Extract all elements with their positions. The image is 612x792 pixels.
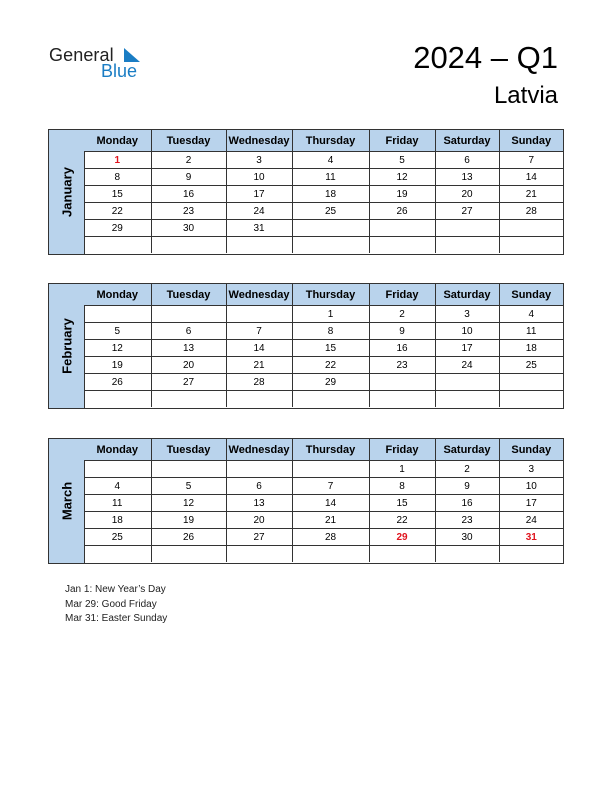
day-cell: 29 <box>292 374 369 391</box>
day-cell: 8 <box>84 169 151 186</box>
day-cell: 25 <box>84 529 151 546</box>
day-cell: 22 <box>369 512 435 529</box>
day-cell: 18 <box>292 186 369 203</box>
day-cell: 26 <box>369 203 435 220</box>
day-cell: 31 <box>499 529 563 546</box>
week-row <box>84 340 563 357</box>
day-cell: 7 <box>499 152 563 169</box>
weekday-header: Sunday <box>499 439 563 461</box>
weekday-header: Friday <box>369 130 435 152</box>
weekday-header: Tuesday <box>151 439 226 461</box>
day-cell: 8 <box>369 478 435 495</box>
weekday-header: Monday <box>84 439 151 461</box>
day-cell: 24 <box>435 357 499 374</box>
holiday-note: Jan 1: New Year’s Day <box>65 584 166 595</box>
month-calendar-march <box>48 438 564 564</box>
day-cell: 2 <box>151 152 226 169</box>
day-cell: 9 <box>435 478 499 495</box>
month-label <box>49 284 85 408</box>
day-cell: 9 <box>151 169 226 186</box>
day-cell: 5 <box>151 478 226 495</box>
day-cell: 11 <box>292 169 369 186</box>
day-cell: 13 <box>151 340 226 357</box>
day-cell: 23 <box>369 357 435 374</box>
day-cell: 6 <box>435 152 499 169</box>
day-cell: 18 <box>84 512 151 529</box>
weekday-header: Thursday <box>292 439 369 461</box>
day-cell: 15 <box>369 495 435 512</box>
day-cell: 28 <box>292 529 369 546</box>
weekday-header: Thursday <box>292 284 369 306</box>
weekday-header: Thursday <box>292 130 369 152</box>
holiday-note: Mar 31: Easter Sunday <box>65 613 168 624</box>
empty-day-cell <box>151 237 226 254</box>
weekday-header-row <box>84 284 563 306</box>
generalblue-logo <box>49 44 149 84</box>
day-cell: 12 <box>369 169 435 186</box>
day-cell: 3 <box>499 461 563 478</box>
empty-day-cell <box>435 546 499 563</box>
empty-day-cell <box>226 461 292 478</box>
day-cell: 6 <box>151 323 226 340</box>
empty-day-cell <box>499 237 563 254</box>
day-cell: 16 <box>435 495 499 512</box>
day-cell: 25 <box>292 203 369 220</box>
empty-day-cell <box>226 237 292 254</box>
weekday-header: Wednesday <box>226 284 292 306</box>
holiday-notes <box>65 583 167 627</box>
day-cell: 18 <box>499 340 563 357</box>
weekday-header: Sunday <box>499 284 563 306</box>
week-row <box>84 461 563 478</box>
week-row <box>84 237 563 254</box>
empty-day-cell <box>435 391 499 408</box>
day-cell: 24 <box>226 203 292 220</box>
empty-day-cell <box>369 237 435 254</box>
week-row <box>84 391 563 408</box>
day-cell: 7 <box>292 478 369 495</box>
day-cell: 28 <box>499 203 563 220</box>
empty-day-cell <box>151 461 226 478</box>
day-cell: 16 <box>151 186 226 203</box>
weekday-header: Saturday <box>435 439 499 461</box>
empty-day-cell <box>499 220 563 237</box>
week-row <box>84 529 563 546</box>
empty-day-cell <box>292 237 369 254</box>
empty-day-cell <box>435 374 499 391</box>
day-cell: 20 <box>226 512 292 529</box>
month-label <box>49 130 85 254</box>
day-cell: 29 <box>84 220 151 237</box>
empty-day-cell <box>369 220 435 237</box>
month-grid <box>84 284 563 407</box>
day-cell: 17 <box>499 495 563 512</box>
empty-day-cell <box>369 391 435 408</box>
day-cell: 12 <box>84 340 151 357</box>
weekday-header: Tuesday <box>151 130 226 152</box>
day-cell: 1 <box>84 152 151 169</box>
weekday-header: Saturday <box>435 130 499 152</box>
empty-day-cell <box>499 374 563 391</box>
empty-day-cell <box>84 461 151 478</box>
day-cell: 8 <box>292 323 369 340</box>
weekday-header: Saturday <box>435 284 499 306</box>
month-calendar-february <box>48 283 564 409</box>
day-cell: 27 <box>151 374 226 391</box>
empty-day-cell <box>499 546 563 563</box>
day-cell: 4 <box>292 152 369 169</box>
empty-day-cell <box>84 306 151 323</box>
empty-day-cell <box>151 546 226 563</box>
empty-day-cell <box>369 546 435 563</box>
empty-day-cell <box>292 220 369 237</box>
empty-day-cell <box>151 306 226 323</box>
empty-day-cell <box>84 391 151 408</box>
empty-day-cell <box>84 546 151 563</box>
day-cell: 15 <box>292 340 369 357</box>
empty-day-cell <box>226 306 292 323</box>
day-cell: 14 <box>226 340 292 357</box>
week-row <box>84 220 563 237</box>
weekday-header: Monday <box>84 284 151 306</box>
empty-day-cell <box>292 461 369 478</box>
week-row <box>84 186 563 203</box>
month-name: March <box>59 481 74 521</box>
week-row <box>84 495 563 512</box>
day-cell: 13 <box>226 495 292 512</box>
weekday-header: Wednesday <box>226 439 292 461</box>
day-cell: 16 <box>369 340 435 357</box>
day-cell: 9 <box>369 323 435 340</box>
day-cell: 24 <box>499 512 563 529</box>
day-cell: 23 <box>151 203 226 220</box>
weekday-header: Friday <box>369 439 435 461</box>
empty-day-cell <box>435 220 499 237</box>
day-cell: 1 <box>292 306 369 323</box>
day-cell: 5 <box>84 323 151 340</box>
day-cell: 6 <box>226 478 292 495</box>
empty-day-cell <box>151 391 226 408</box>
day-cell: 20 <box>435 186 499 203</box>
day-cell: 4 <box>499 306 563 323</box>
week-row <box>84 478 563 495</box>
day-cell: 21 <box>292 512 369 529</box>
day-cell: 2 <box>369 306 435 323</box>
weekday-header: Wednesday <box>226 130 292 152</box>
day-cell: 14 <box>292 495 369 512</box>
logo-text-blue: Blue <box>101 61 138 81</box>
day-cell: 25 <box>499 357 563 374</box>
weekday-header: Friday <box>369 284 435 306</box>
day-cell: 31 <box>226 220 292 237</box>
day-cell: 2 <box>435 461 499 478</box>
weekday-header: Sunday <box>499 130 563 152</box>
week-row <box>84 374 563 391</box>
week-row <box>84 306 563 323</box>
day-cell: 29 <box>369 529 435 546</box>
day-cell: 7 <box>226 323 292 340</box>
day-cell: 22 <box>292 357 369 374</box>
day-cell: 30 <box>151 220 226 237</box>
day-cell: 17 <box>435 340 499 357</box>
weekday-header: Tuesday <box>151 284 226 306</box>
day-cell: 13 <box>435 169 499 186</box>
week-row <box>84 546 563 563</box>
day-cell: 19 <box>369 186 435 203</box>
empty-day-cell <box>292 546 369 563</box>
day-cell: 10 <box>435 323 499 340</box>
day-cell: 10 <box>226 169 292 186</box>
empty-day-cell <box>499 391 563 408</box>
day-cell: 4 <box>84 478 151 495</box>
day-cell: 11 <box>499 323 563 340</box>
empty-day-cell <box>226 546 292 563</box>
empty-day-cell <box>226 391 292 408</box>
day-cell: 28 <box>226 374 292 391</box>
week-row <box>84 357 563 374</box>
day-cell: 11 <box>84 495 151 512</box>
week-row <box>84 152 563 169</box>
holiday-note: Mar 29: Good Friday <box>65 598 157 610</box>
day-cell: 23 <box>435 512 499 529</box>
month-label <box>49 439 85 563</box>
month-name: January <box>59 167 74 217</box>
weekday-header-row <box>84 130 563 152</box>
logo-triangle-icon <box>124 48 140 62</box>
day-cell: 15 <box>84 186 151 203</box>
day-cell: 27 <box>435 203 499 220</box>
weekday-header-row <box>84 439 563 461</box>
week-row <box>84 323 563 340</box>
day-cell: 21 <box>499 186 563 203</box>
month-grid <box>84 439 563 562</box>
day-cell: 1 <box>369 461 435 478</box>
country-name: Latvia <box>493 82 558 109</box>
day-cell: 30 <box>435 529 499 546</box>
empty-day-cell <box>292 391 369 408</box>
week-row <box>84 203 563 220</box>
day-cell: 26 <box>151 529 226 546</box>
day-cell: 21 <box>226 357 292 374</box>
empty-day-cell <box>435 237 499 254</box>
day-cell: 3 <box>435 306 499 323</box>
day-cell: 10 <box>499 478 563 495</box>
day-cell: 22 <box>84 203 151 220</box>
day-cell: 19 <box>151 512 226 529</box>
weekday-header: Monday <box>84 130 151 152</box>
day-cell: 12 <box>151 495 226 512</box>
empty-day-cell <box>84 237 151 254</box>
logo-text-general: General <box>49 45 114 65</box>
week-row <box>84 512 563 529</box>
empty-day-cell <box>369 374 435 391</box>
month-calendar-january <box>48 129 564 255</box>
month-grid <box>84 130 563 253</box>
day-cell: 26 <box>84 374 151 391</box>
page-title: 2024 – Q1 <box>413 40 558 75</box>
month-name: February <box>59 318 74 374</box>
day-cell: 3 <box>226 152 292 169</box>
day-cell: 19 <box>84 357 151 374</box>
week-row <box>84 169 563 186</box>
day-cell: 20 <box>151 357 226 374</box>
day-cell: 5 <box>369 152 435 169</box>
day-cell: 27 <box>226 529 292 546</box>
day-cell: 17 <box>226 186 292 203</box>
day-cell: 14 <box>499 169 563 186</box>
